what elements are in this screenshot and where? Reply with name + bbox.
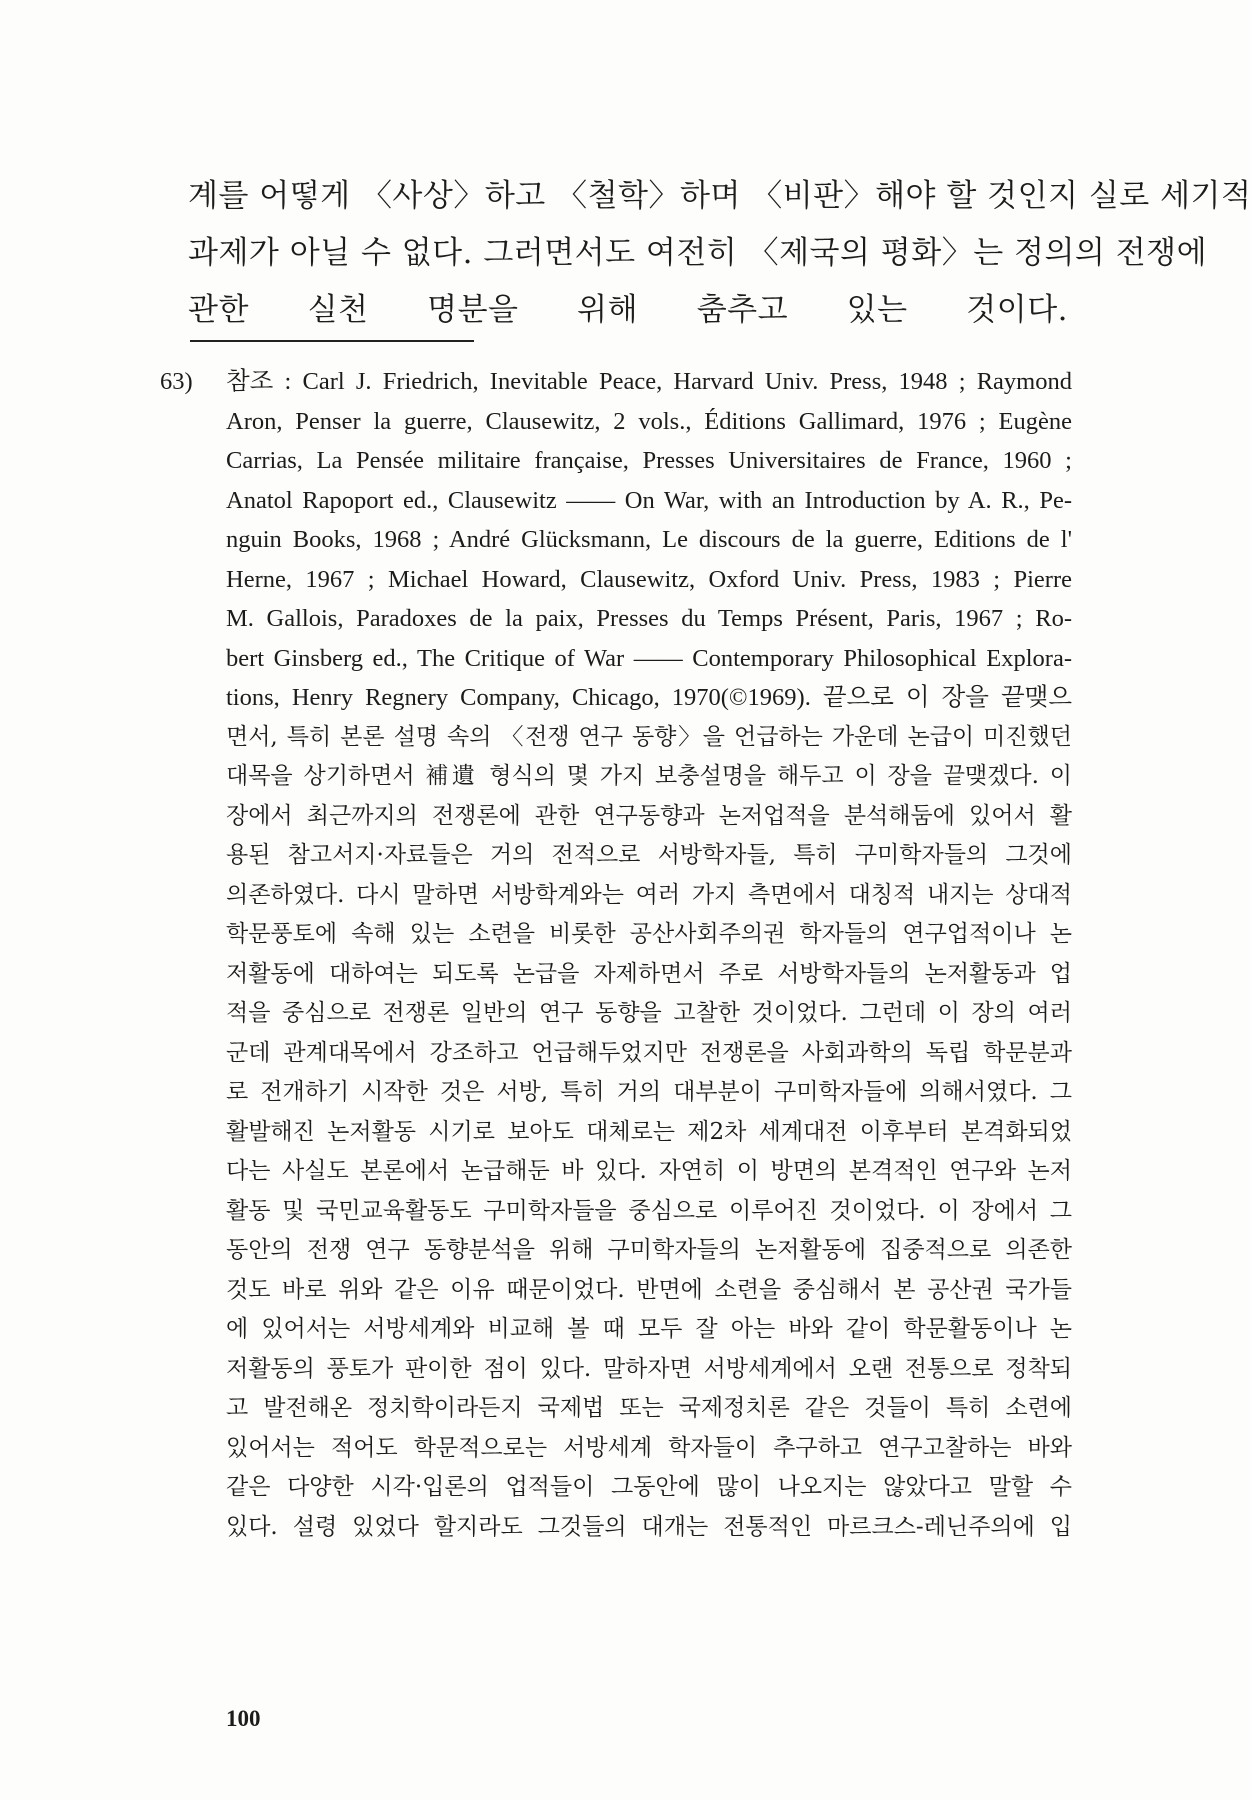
footnote-line: 학문풍토에 속해 있는 소련을 비롯한 공산사회주의권 학자들의 연구업적이나 논: [226, 921, 1072, 947]
body-text: [188, 168, 1251, 339]
footnote-line: 로 전개하기 시작한 것은 서방, 특히 거의 대부분이 구미학자들에 의해서였다. 그: [226, 1079, 1072, 1105]
footnote-line: 참조 : Carl J. Friedrich, Inevitable Peace, Harvard Univ. Press, 1948 ; Raymond: [226, 368, 1072, 395]
footnote-line: 대목을 상기하면서 補遺 형식의 몇 가지 보충설명을 해두고 이 장을 끝맺겠다. 이: [226, 763, 1072, 789]
footnote-line: M. Gallois, Paradoxes de la paix, Presses du Temps Présent, Paris, 1967 ; Ro-: [226, 605, 1072, 632]
footnote-line: Herne, 1967 ; Michael Howard, Clausewitz, Oxford Univ. Press, 1983 ; Pierre: [226, 565, 1072, 593]
footnote-line: 같은 다양한 시각·입론의 업적들이 그동안에 많이 나오지는 않았다고 말할 수: [226, 1474, 1072, 1500]
body-line: 과제가 아닐 수 없다. 그러면서도 여전히 〈제국의 평화〉는 정의의 전쟁에: [188, 235, 1208, 271]
body-line: 관한 실천 명분을 위해 춤추고 있는 것이다.: [188, 292, 1068, 328]
footnote-line: 고 발전해온 정치학이라든지 국제법 또는 국제정치론 같은 것들이 특히 소련에: [226, 1395, 1072, 1421]
footnote-line: 면서, 특히 본론 설명 속의 〈전쟁 연구 동향〉을 언급하는 가운데 논급이 미진했던: [226, 723, 1072, 750]
footnote-line: 에 있어서는 서방세계와 비교해 볼 때 모두 잘 아는 바와 같이 학문활동이나 논: [226, 1316, 1072, 1342]
footnote-line: 다는 사실도 본론에서 논급해둔 바 있다. 자연히 이 방면의 본격적인 연구와 논저: [226, 1158, 1072, 1184]
footnote-line: nguin Books, 1968 ; André Glücksmann, Le discours de la guerre, Editions de l': [226, 526, 1072, 553]
footnote-line: 동안의 전쟁 연구 동향분석을 위해 구미학자들의 논저활동에 집중적으로 의존한: [226, 1237, 1072, 1263]
footnote-line: Aron, Penser la guerre, Clausewitz, 2 vols., Éditions Gallimard, 1976 ; Eugène: [226, 407, 1072, 435]
body-line: 계를 어떻게 〈사상〉하고 〈철학〉하며 〈비판〉해야 할 것인지 실로 세기적: [188, 178, 1251, 214]
footnote-line: Carrias, La Pensée militaire française, Presses Universitaires de France, 1960 ;: [226, 447, 1072, 474]
footnote-marker: 63): [160, 368, 193, 395]
footnote-line: bert Ginsberg ed., The Critique of War —— Contemporary Philosophical Explora-: [226, 644, 1072, 672]
footnote-line: 활발해진 논저활동 시기로 보아도 대체로는 제2차 세계대전 이후부터 본격화되었: [226, 1118, 1072, 1145]
footnote-text: [226, 362, 1072, 1547]
footnote-line: 저활동의 풍토가 판이한 점이 있다. 말하자면 서방세계에서 오랜 전통으로 정착되: [226, 1355, 1072, 1382]
footnote-line: 있다. 설령 있었다 할지라도 그것들의 대개는 전통적인 마르크스-레닌주의에 입: [226, 1513, 1072, 1540]
footnote-line: tions, Henry Regnery Company, Chicago, 1970(©1969). 끝으로 이 장을 끝맺으: [226, 684, 1072, 711]
footnote-line: 군데 관계대목에서 강조하고 언급해두었지만 전쟁론을 사회과학의 독립 학문분과: [226, 1039, 1072, 1066]
page-number: 100: [226, 1706, 261, 1731]
footnote-line: 의존하였다. 다시 말하면 서방학계와는 여러 가지 측면에서 대칭적 내지는 상대적: [226, 881, 1072, 908]
footnote-line: 활동 및 국민교육활동도 구미학자들을 중심으로 이루어진 것이었다. 이 장에서 그: [226, 1197, 1072, 1224]
footnote-line: 장에서 최근까지의 전쟁론에 관한 연구동향과 논저업적을 분석해둠에 있어서 활: [226, 802, 1072, 829]
footnote-line: Anatol Rapoport ed., Clausewitz —— On War, with an Introduction by A. R., Pe-: [226, 486, 1072, 514]
footnote-separator: [190, 340, 474, 342]
footnote-line: 것도 바로 위와 같은 이유 때문이었다. 반면에 소련을 중심해서 본 공산권 국가들: [226, 1276, 1072, 1303]
footnote-line: 용된 참고서지·자료들은 거의 전적으로 서방학자들, 특히 구미학자들의 그것에: [226, 842, 1072, 868]
footnote-line: 있어서는 적어도 학문적으로는 서방세계 학자들이 추구하고 연구고찰하는 바와: [226, 1434, 1072, 1461]
footnote-line: 저활동에 대하여는 되도록 논급을 자제하면서 주로 서방학자들의 논저활동과 업: [226, 960, 1072, 987]
footnote-line: 적을 중심으로 전쟁론 일반의 연구 동향을 고찰한 것이었다. 그런데 이 장의 여러: [226, 1000, 1072, 1026]
